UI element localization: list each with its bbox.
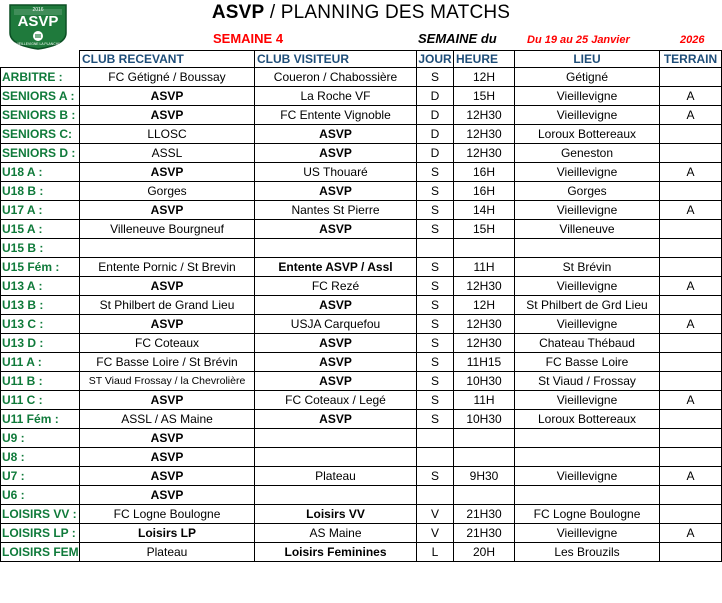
- day-cell: L: [417, 543, 454, 562]
- away-club-cell: ASVP: [255, 353, 417, 372]
- table-row: [1, 372, 722, 391]
- home-club-cell: ST Viaud Frossay / la Chevrolière: [80, 372, 255, 391]
- day-cell: S: [417, 68, 454, 87]
- page-header: [0, 0, 722, 52]
- home-club-cell: FC Logne Boulogne: [80, 505, 255, 524]
- title-text: / PLANNING DES MATCHS: [264, 2, 511, 23]
- place-cell: Les Brouzils: [515, 543, 660, 562]
- table-row: [1, 125, 722, 144]
- away-club-cell: [255, 429, 417, 448]
- category-cell: U15 Fém :: [1, 258, 80, 277]
- field-cell: A: [660, 467, 722, 486]
- day-cell: S: [417, 201, 454, 220]
- place-cell: Gorges: [515, 182, 660, 201]
- place-cell: Vieillevigne: [515, 163, 660, 182]
- table-row: [1, 144, 722, 163]
- category-cell: U6 :: [1, 486, 80, 505]
- field-cell: [660, 220, 722, 239]
- away-club-cell: La Roche VF: [255, 87, 417, 106]
- day-cell: S: [417, 372, 454, 391]
- away-club-cell: Nantes St Pierre: [255, 201, 417, 220]
- away-club-cell: ASVP: [255, 144, 417, 163]
- field-cell: [660, 144, 722, 163]
- col-home-header: CLUB RECEVANT: [80, 51, 255, 68]
- away-club-cell: [255, 448, 417, 467]
- place-cell: [515, 448, 660, 467]
- time-cell: [454, 239, 515, 258]
- home-club-cell: Entente Pornic / St Brevin: [80, 258, 255, 277]
- table-row: [1, 429, 722, 448]
- table-row: [1, 68, 722, 87]
- time-cell: 16H: [454, 182, 515, 201]
- logo-year: 2016: [32, 7, 44, 13]
- field-cell: A: [660, 391, 722, 410]
- place-cell: St Brévin: [515, 258, 660, 277]
- table-row: [1, 486, 722, 505]
- table-row: [1, 163, 722, 182]
- field-cell: [660, 543, 722, 562]
- table-row: [1, 334, 722, 353]
- field-cell: A: [660, 106, 722, 125]
- category-cell: LOISIRS FEM: [1, 543, 80, 562]
- field-cell: [660, 296, 722, 315]
- away-club-cell: ASVP: [255, 125, 417, 144]
- category-cell: U15 A :: [1, 220, 80, 239]
- home-club-cell: ASVP: [80, 448, 255, 467]
- category-cell: U7 :: [1, 467, 80, 486]
- day-cell: S: [417, 353, 454, 372]
- day-cell: S: [417, 315, 454, 334]
- table-row: [1, 448, 722, 467]
- home-club-cell: ASVP: [80, 87, 255, 106]
- table-row: [1, 543, 722, 562]
- place-cell: St Philbert de Grd Lieu: [515, 296, 660, 315]
- time-cell: 20H: [454, 543, 515, 562]
- category-cell: U13 C :: [1, 315, 80, 334]
- field-cell: [660, 429, 722, 448]
- place-cell: Loroux Bottereaux: [515, 410, 660, 429]
- day-cell: D: [417, 87, 454, 106]
- place-cell: Loroux Bottereaux: [515, 125, 660, 144]
- day-cell: D: [417, 106, 454, 125]
- time-cell: 21H30: [454, 524, 515, 543]
- field-cell: A: [660, 87, 722, 106]
- category-cell: U13 A :: [1, 277, 80, 296]
- place-cell: Geneston: [515, 144, 660, 163]
- table-row: [1, 296, 722, 315]
- away-club-cell: Plateau: [255, 467, 417, 486]
- away-club-cell: FC Entente Vignoble: [255, 106, 417, 125]
- category-cell: U11 A :: [1, 353, 80, 372]
- table-row: [1, 391, 722, 410]
- away-club-cell: ASVP: [255, 182, 417, 201]
- away-club-cell: Coueron / Chabossière: [255, 68, 417, 87]
- table-row: [1, 467, 722, 486]
- day-cell: S: [417, 467, 454, 486]
- day-cell: D: [417, 144, 454, 163]
- home-club-cell: ASVP: [80, 467, 255, 486]
- time-cell: 11H: [454, 258, 515, 277]
- place-cell: FC Logne Boulogne: [515, 505, 660, 524]
- col-category-header: [1, 51, 80, 68]
- away-club-cell: Loisirs Feminines: [255, 543, 417, 562]
- category-cell: U9 :: [1, 429, 80, 448]
- time-cell: 12H: [454, 296, 515, 315]
- field-cell: [660, 125, 722, 144]
- day-cell: S: [417, 163, 454, 182]
- field-cell: [660, 410, 722, 429]
- field-cell: A: [660, 277, 722, 296]
- day-cell: S: [417, 391, 454, 410]
- time-cell: 12H: [454, 68, 515, 87]
- category-cell: U13 B :: [1, 296, 80, 315]
- category-cell: SENIORS B :: [1, 106, 80, 125]
- category-cell: SENIORS C:: [1, 125, 80, 144]
- home-club-cell: Gorges: [80, 182, 255, 201]
- day-cell: V: [417, 505, 454, 524]
- home-club-cell: ASVP: [80, 486, 255, 505]
- field-cell: [660, 448, 722, 467]
- away-club-cell: ASVP: [255, 410, 417, 429]
- logo-subtext: VIEILLEVIGNE LA PLANCHE: [15, 42, 61, 46]
- away-club-cell: ASVP: [255, 296, 417, 315]
- table-row: [1, 524, 722, 543]
- week-du-label: SEMAINE du: [418, 31, 497, 46]
- away-club-cell: FC Rezé: [255, 277, 417, 296]
- table-row: [1, 201, 722, 220]
- place-cell: Vieillevigne: [515, 277, 660, 296]
- day-cell: [417, 448, 454, 467]
- category-cell: SENIORS A :: [1, 87, 80, 106]
- home-club-cell: ASSL: [80, 144, 255, 163]
- home-club-cell: FC Basse Loire / St Brévin: [80, 353, 255, 372]
- day-cell: S: [417, 410, 454, 429]
- time-cell: 10H30: [454, 372, 515, 391]
- table-row: [1, 87, 722, 106]
- table-row: [1, 353, 722, 372]
- col-away-header: CLUB VISITEUR: [255, 51, 417, 68]
- home-club-cell: ASVP: [80, 429, 255, 448]
- category-cell: U15 B :: [1, 239, 80, 258]
- time-cell: [454, 429, 515, 448]
- table-row: [1, 505, 722, 524]
- field-cell: A: [660, 524, 722, 543]
- logo-text: ASVP: [17, 13, 59, 30]
- date-range: Du 19 au 25 Janvier: [527, 34, 630, 46]
- home-club-cell: ASVP: [80, 315, 255, 334]
- day-cell: S: [417, 296, 454, 315]
- table-row: [1, 220, 722, 239]
- year-label: 2026: [680, 34, 705, 46]
- place-cell: Vieillevigne: [515, 87, 660, 106]
- time-cell: 12H30: [454, 334, 515, 353]
- category-cell: U18 A :: [1, 163, 80, 182]
- place-cell: Vieillevigne: [515, 391, 660, 410]
- away-club-cell: [255, 486, 417, 505]
- place-cell: Vieillevigne: [515, 106, 660, 125]
- day-cell: [417, 429, 454, 448]
- col-day-header: JOUR: [418, 52, 452, 66]
- field-cell: [660, 68, 722, 87]
- category-cell: U11 B :: [1, 372, 80, 391]
- home-club-cell: [80, 239, 255, 258]
- col-field-header: TERRAIN: [660, 51, 722, 68]
- field-cell: [660, 353, 722, 372]
- time-cell: 12H30: [454, 144, 515, 163]
- place-cell: Villeneuve: [515, 220, 660, 239]
- away-club-cell: ASVP: [255, 220, 417, 239]
- time-cell: 12H30: [454, 277, 515, 296]
- home-club-cell: ASVP: [80, 201, 255, 220]
- place-cell: [515, 429, 660, 448]
- day-cell: D: [417, 125, 454, 144]
- field-cell: [660, 239, 722, 258]
- away-club-cell: ASVP: [255, 372, 417, 391]
- time-cell: 11H: [454, 391, 515, 410]
- time-cell: [454, 486, 515, 505]
- time-cell: 15H: [454, 220, 515, 239]
- day-cell: [417, 486, 454, 505]
- time-cell: 15H: [454, 87, 515, 106]
- table-header-row: [1, 51, 722, 68]
- category-cell: U18 B :: [1, 182, 80, 201]
- category-cell: ARBITRE :: [1, 68, 80, 87]
- day-cell: S: [417, 277, 454, 296]
- place-cell: Vieillevigne: [515, 201, 660, 220]
- table-row: [1, 410, 722, 429]
- time-cell: 12H30: [454, 125, 515, 144]
- time-cell: 12H30: [454, 106, 515, 125]
- place-cell: St Viaud / Frossay: [515, 372, 660, 391]
- time-cell: 11H15: [454, 353, 515, 372]
- field-cell: A: [660, 201, 722, 220]
- place-cell: Chateau Thébaud: [515, 334, 660, 353]
- home-club-cell: FC Coteaux: [80, 334, 255, 353]
- away-club-cell: USJA Carquefou: [255, 315, 417, 334]
- category-cell: U11 C :: [1, 391, 80, 410]
- time-cell: 14H: [454, 201, 515, 220]
- place-cell: Vieillevigne: [515, 467, 660, 486]
- place-cell: Vieillevigne: [515, 315, 660, 334]
- away-club-cell: ASVP: [255, 334, 417, 353]
- field-cell: [660, 334, 722, 353]
- time-cell: 9H30: [454, 467, 515, 486]
- table-row: [1, 182, 722, 201]
- table-row: [1, 315, 722, 334]
- title-club: ASVP: [211, 2, 265, 23]
- category-cell: LOISIRS VV :: [1, 505, 80, 524]
- home-club-cell: ASVP: [80, 391, 255, 410]
- table-row: [1, 277, 722, 296]
- field-cell: [660, 486, 722, 505]
- day-cell: S: [417, 334, 454, 353]
- time-cell: 21H30: [454, 505, 515, 524]
- place-cell: [515, 239, 660, 258]
- col-time-header: HEURE: [454, 51, 515, 68]
- away-club-cell: Loisirs VV: [255, 505, 417, 524]
- away-club-cell: AS Maine: [255, 524, 417, 543]
- place-cell: [515, 486, 660, 505]
- page-title: [0, 2, 722, 24]
- category-cell: SENIORS D :: [1, 144, 80, 163]
- table-row: [1, 258, 722, 277]
- week-label: SEMAINE 4: [213, 31, 284, 46]
- category-cell: U11 Fém :: [1, 410, 80, 429]
- day-cell: V: [417, 524, 454, 543]
- home-club-cell: Loisirs LP: [80, 524, 255, 543]
- category-cell: U8 :: [1, 448, 80, 467]
- away-club-cell: US Thouaré: [255, 163, 417, 182]
- home-club-cell: FC Gétigné / Boussay: [80, 68, 255, 87]
- field-cell: [660, 505, 722, 524]
- time-cell: [454, 448, 515, 467]
- col-place-header: LIEU: [515, 51, 660, 68]
- home-club-cell: Plateau: [80, 543, 255, 562]
- field-cell: A: [660, 163, 722, 182]
- time-cell: 10H30: [454, 410, 515, 429]
- day-cell: S: [417, 258, 454, 277]
- category-cell: U13 D :: [1, 334, 80, 353]
- category-cell: LOISIRS LP :: [1, 524, 80, 543]
- home-club-cell: LLOSC: [80, 125, 255, 144]
- table-row: [1, 239, 722, 258]
- time-cell: 16H: [454, 163, 515, 182]
- field-cell: [660, 372, 722, 391]
- away-club-cell: Entente ASVP / Assl: [255, 258, 417, 277]
- home-club-cell: ASSL / AS Maine: [80, 410, 255, 429]
- away-club-cell: [255, 239, 417, 258]
- field-cell: A: [660, 315, 722, 334]
- home-club-cell: ASVP: [80, 163, 255, 182]
- field-cell: [660, 258, 722, 277]
- field-cell: [660, 182, 722, 201]
- place-cell: FC Basse Loire: [515, 353, 660, 372]
- home-club-cell: St Philbert de Grand Lieu: [80, 296, 255, 315]
- day-cell: [417, 239, 454, 258]
- day-cell: S: [417, 220, 454, 239]
- time-cell: 12H30: [454, 315, 515, 334]
- place-cell: Gétigné: [515, 68, 660, 87]
- day-cell: S: [417, 182, 454, 201]
- category-cell: U17 A :: [1, 201, 80, 220]
- home-club-cell: ASVP: [80, 277, 255, 296]
- table-row: [1, 106, 722, 125]
- place-cell: Vieillevigne: [515, 524, 660, 543]
- home-club-cell: ASVP: [80, 106, 255, 125]
- home-club-cell: Villeneuve Bourgneuf: [80, 220, 255, 239]
- away-club-cell: FC Coteaux / Legé: [255, 391, 417, 410]
- match-schedule-table: [0, 50, 722, 562]
